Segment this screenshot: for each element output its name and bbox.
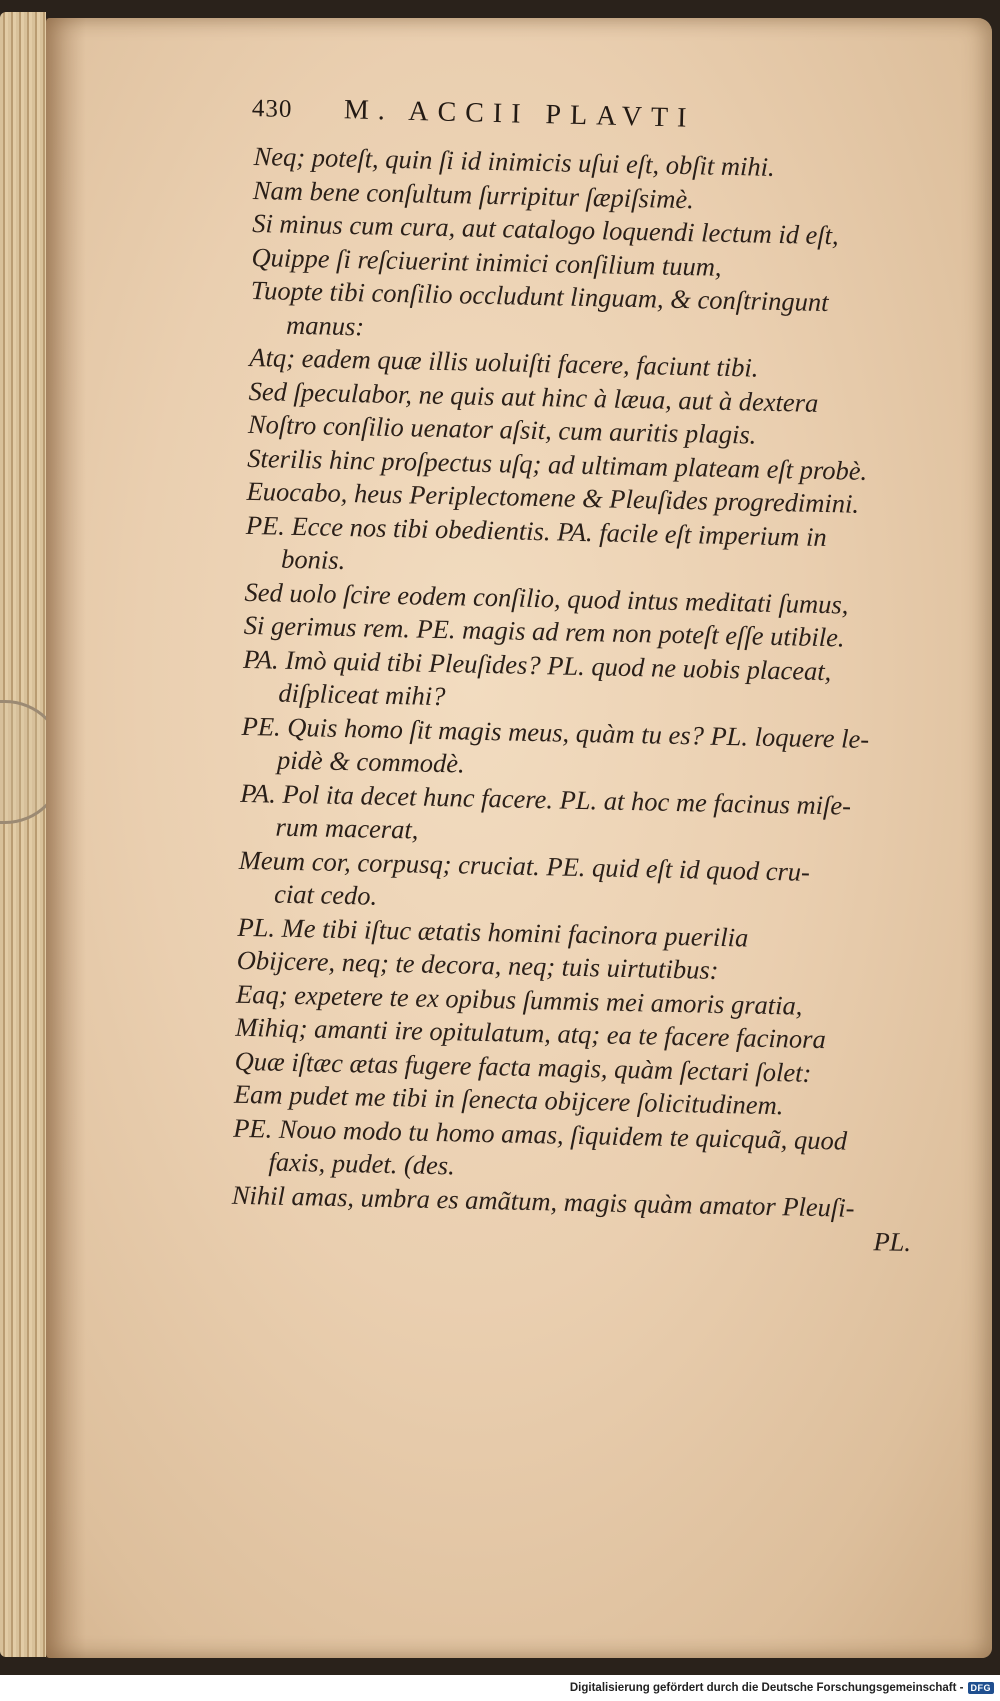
catchword: PL. [873,1226,912,1257]
text-line: Sterilis hinc proſpectus uſq; ad ultimam plateam eſt probè. [247,442,868,486]
text-line: Neq; poteſt, quin ſi id inimicis uſui eſt, obſit mihi. [253,140,776,182]
digitization-credit [0,1675,1000,1701]
text-line: Mihiq; amanti ire opitulatum, atq; ea te facere facinora [235,1011,827,1055]
text-line: manus: [285,309,365,341]
text-block [231,140,974,1260]
page-number: 430 [251,95,293,123]
text-line: Obijcere, neq; te decora, neq; tuis uirtutibus: [236,944,719,985]
text-line: Euocabo, heus Periplectomene & Pleuſides progredimini. [246,475,860,519]
text-line: pidè & commodè. [276,744,465,779]
text-line: Quæ iſtæc ætas fugere facta magis, quàm ſectari ſolet: [234,1045,812,1088]
text-line: Nam bene conſultum ſurripitur ſæpiſsimè. [252,174,695,214]
text-line: diſpliceat mihi? [278,677,446,712]
page-edges [0,12,46,1657]
text-line: Sed uolo ſcire eodem conſilio, quod intus meditati ſumus, [244,576,849,620]
text-line: Eaq; expetere te ex opibus ſummis mei amoris gratia, [235,978,803,1021]
dfg-logo: DFG [968,1682,995,1694]
text-line: ciat cedo. [273,878,378,911]
text-line: PE. Ecce nos tibi obedientis. PA. facile eſt imperium in [245,509,828,552]
text-line: Nihil amas, umbra es amãtum, magis quàm amator Pleuſi- [231,1179,855,1223]
text-line: PE. Quis homo ſit magis meus, quàm tu es? PL. loquere le- [241,710,870,754]
running-title: M. ACCII PLAVTI [343,94,696,134]
text-line: Meum cor, corpusq; cruciat. PE. quid eſt id quod cru- [238,844,811,887]
text-line: Atq; eadem quæ illis uoluiſti facere, faciunt tibi. [249,341,759,383]
text-line: PA. Pol ita decet hunc facere. PL. at hoc me facinus miſe- [240,777,852,821]
text-line: Quippe ſi reſciuerint inimici conſilium tuum, [251,241,722,282]
text-line: Si gerimus rem. PE. magis ad rem non poteſt eſſe utibile. [243,609,845,653]
text-line: Sed ſpeculabor, ne quis aut hinc à læua, aut à dextera [248,375,819,418]
text-line: PE. Nouo modo tu homo amas, ſiquidem te quicquã, quod [233,1112,848,1156]
credit-text: Digitalisierung gefördert durch die Deutsche Forschungsgemeinschaft - [569,1682,964,1694]
text-line: bonis. [280,543,346,576]
gutter-shadow [46,18,86,1658]
text-line: rum macerat, [275,811,419,845]
text-line: Noſtro conſilio uenator aſsit, cum auritis plagis. [247,408,757,450]
text-line: Eam pudet me tibi in ſenecta obijcere ſolicitudinem. [233,1078,784,1121]
text-line: PL. Me tibi iſtuc ætatis homini facinora puerilia [237,911,749,953]
text-line: PA. Imò quid tibi Pleuſides? PL. quod ne uobis placeat, [242,643,832,686]
text-line: Tuopte tibi conſilio occludunt linguam, & conſtringunt [250,274,829,318]
text-line: faxis, pudet. (des. [268,1146,456,1181]
text-line: Si minus cum cura, aut catalogo loquendi lectum id eſt, [251,207,840,251]
